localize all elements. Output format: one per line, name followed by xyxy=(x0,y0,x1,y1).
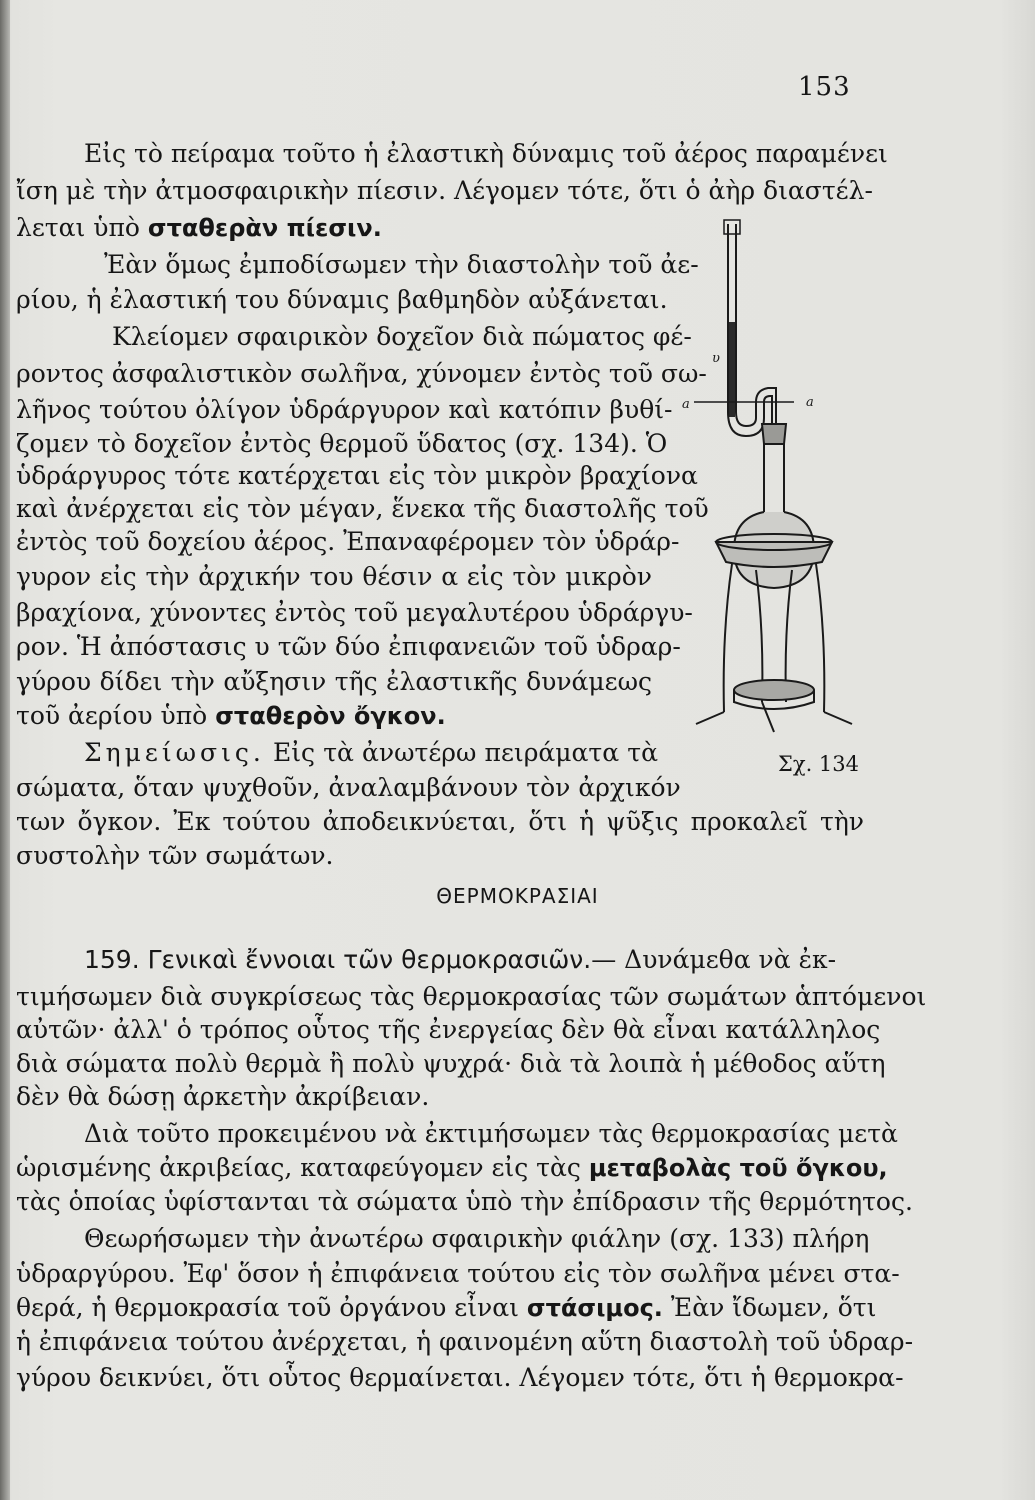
figure-label-a-left: a xyxy=(682,397,690,412)
page-number: 153 xyxy=(798,72,851,102)
para6-line3-text-a: θερά, ἡ θερμοκρασία τοῦ ὀργάνου εἶναι xyxy=(16,1293,519,1322)
para3-line10: ρον. Ἡ ἀπόστασις υ τῶν δύο ἐπιφανειῶν τοῦ ὑδραρ- xyxy=(16,632,681,661)
para6-line4: ἡ ἐπιφάνεια τούτου ἀνέρχεται, ἡ φαινομένη αὕτη διαστολὴ τοῦ ὑδραρ- xyxy=(16,1327,914,1356)
bold-constant-pressure: σταθερὰν πίεσιν. xyxy=(147,214,382,242)
para3-line2: ροντος ἀσφαλιστικὸν σωλῆνα, χύνομεν ἐντὸς τοῦ σω- xyxy=(16,359,707,388)
para3-line7: ἐντὸς τοῦ δοχείου ἀέρος. Ἐπαναφέρομεν τὸν ὑδράρ- xyxy=(16,527,680,556)
para2-line1: Ἐὰν ὅμως ἐμποδίσωμεν τὴν διαστολὴν τοῦ ἀε- xyxy=(104,250,699,279)
para1-line1: Εἰς τὸ πείραμα τοῦτο ἡ ἐλαστικὴ δύναμις τοῦ ἀέρος παραμένει xyxy=(84,139,888,168)
para3-line4: ζομεν τὸ δοχεῖον ἐντὸς θερμοῦ ὕδατος (σχ. 134). Ὁ xyxy=(16,429,668,458)
figure-label-a-right: a xyxy=(806,395,814,410)
note-line4: συστολὴν τῶν σωμάτων. xyxy=(16,841,334,870)
section159-line2: τιμήσωμεν διὰ συγκρίσεως τὰς θερμοκρασίας τῶν σωμάτων ἁπτόμενοι xyxy=(16,982,927,1011)
figure-caption: Σχ. 134 xyxy=(778,752,860,776)
para3-line8: γυρον εἰς τὴν ἀρχικήν του θέσιν α εἰς τὸν μικρὸν xyxy=(16,562,652,591)
para5-line2-text: ὡρισμένης ἀκριβείας, καταφεύγομεν εἰς τὰς xyxy=(16,1153,581,1182)
para3-line6: καὶ ἀνέρχεται εἰς τὸν μέγαν, ἕνεκα τῆς διαστολῆς τοῦ xyxy=(16,494,709,523)
para6-line2: ὑδραργύρου. Ἐφ' ὅσον ἡ ἐπιφάνεια τούτου εἰς τὸν σωλῆνα μένει στα- xyxy=(16,1259,900,1288)
para5-line1: Διὰ τοῦτο προκειμένου νὰ ἐκτιμήσωμεν τὰς θερμοκρασίας μετὰ xyxy=(84,1119,898,1148)
para6-line3 xyxy=(16,1292,877,1324)
para5-line3: τὰς ὁποίας ὑφίστανται τὰ σώματα ὑπὸ τὴν ἐπίδρασιν τῆς θερμότητος. xyxy=(16,1187,913,1216)
note-line3: των ὄγκον. Ἐκ τούτου ἀποδεικνύεται, ὅτι ἡ ψῦξις προκαλεῖ τὴν xyxy=(16,807,864,836)
para3-line11: γύρου δίδει τὴν αὔξησιν τῆς ἐλαστικῆς δυνάμεως xyxy=(16,667,652,696)
section159-line3: αὐτῶν· ἀλλ' ὁ τρόπος οὗτος τῆς ἐνεργείας δὲν θὰ εἶναι κατάλληλος xyxy=(16,1015,881,1044)
para6-line1: Θεωρήσωμεν τὴν ἀνωτέρω σφαιρικὴν φιάλην (σχ. 133) πλήρη xyxy=(84,1224,870,1253)
para6-line5: γύρου δεικνύει, ὅτι οὗτος θερμαίνεται. Λέγομεν τότε, ὅτι ἡ θερμοκρα- xyxy=(16,1363,904,1392)
para1-line3-text: λεται ὑπὸ xyxy=(16,213,140,242)
para3-line12 xyxy=(16,700,656,732)
para3-line9: βραχίονα, χύνοντες ἐντὸς τοῦ μεγαλυτέρου ὑδράργυ- xyxy=(16,598,693,627)
para3-line12-text: τοῦ ἀερίου ὑπὸ xyxy=(16,701,208,730)
section159-title: 159. Γενικαὶ ἔννοιαι τῶν θερμοκρασιῶν. xyxy=(84,945,592,974)
figure-label-u: υ xyxy=(712,351,720,366)
para5-line2 xyxy=(16,1152,888,1184)
section159-line4: διὰ σώματα πολὺ θερμὰ ἢ πολὺ ψυχρά· διὰ τὰ λοιπὰ ἡ μέθοδος αὕτη xyxy=(16,1049,886,1078)
bold-constant-volume: σταθερὸν ὄγκον. xyxy=(215,702,446,730)
para3-line3: λῆνος τούτου ὀλίγον ὑδράργυρον καὶ κατόπιν βυθί- xyxy=(16,395,673,424)
section159-line5: δὲν θὰ δώσῃ ἀρκετὴν ἀκρίβειαν. xyxy=(16,1082,430,1111)
note-label: Σημείωσις. xyxy=(84,738,265,767)
para1-line2: ἴση μὲ τὴν ἀτμοσφαιρικὴν πίεσιν. Λέγομεν τότε, ὅτι ὁ ἀὴρ διαστέλ- xyxy=(16,176,873,205)
page-binding-shadow xyxy=(0,0,10,1500)
section159-line1-text: — Δυνάμεθα νὰ ἐκ- xyxy=(591,945,837,974)
para2-line2: ρίου, ἡ ἐλαστική του δύναμις βαθμηδὸν αὐξάνεται. xyxy=(16,285,668,314)
bold-stationary: στάσιμος. xyxy=(526,1294,663,1322)
para6-line3-text-c: Ἐὰν ἴδωμεν, ὅτι xyxy=(670,1293,877,1322)
note-line2: σώματα, ὅταν ψυχθοῦν, ἀναλαμβάνουν τὸν ἀρχικόν xyxy=(16,773,681,802)
para3-line5: ὑδράργυρος τότε κατέρχεται εἰς τὸν μικρὸν βραχίονα xyxy=(16,461,698,490)
section159-line1 xyxy=(84,944,874,976)
section-heading: ΘΕΡΜΟΚΡΑΣΙΑΙ xyxy=(436,884,599,908)
note-line1 xyxy=(84,737,658,769)
figure-134-flask-apparatus xyxy=(676,212,866,772)
bold-volume-changes: μεταβολὰς τοῦ ὄγκου, xyxy=(588,1154,888,1182)
para3-line1: Κλείομεν σφαιρικὸν δοχεῖον διὰ πώματος φέ- xyxy=(112,322,692,351)
note-line1-text: Εἰς τὰ ἀνωτέρω πειράματα τὰ xyxy=(273,738,658,767)
